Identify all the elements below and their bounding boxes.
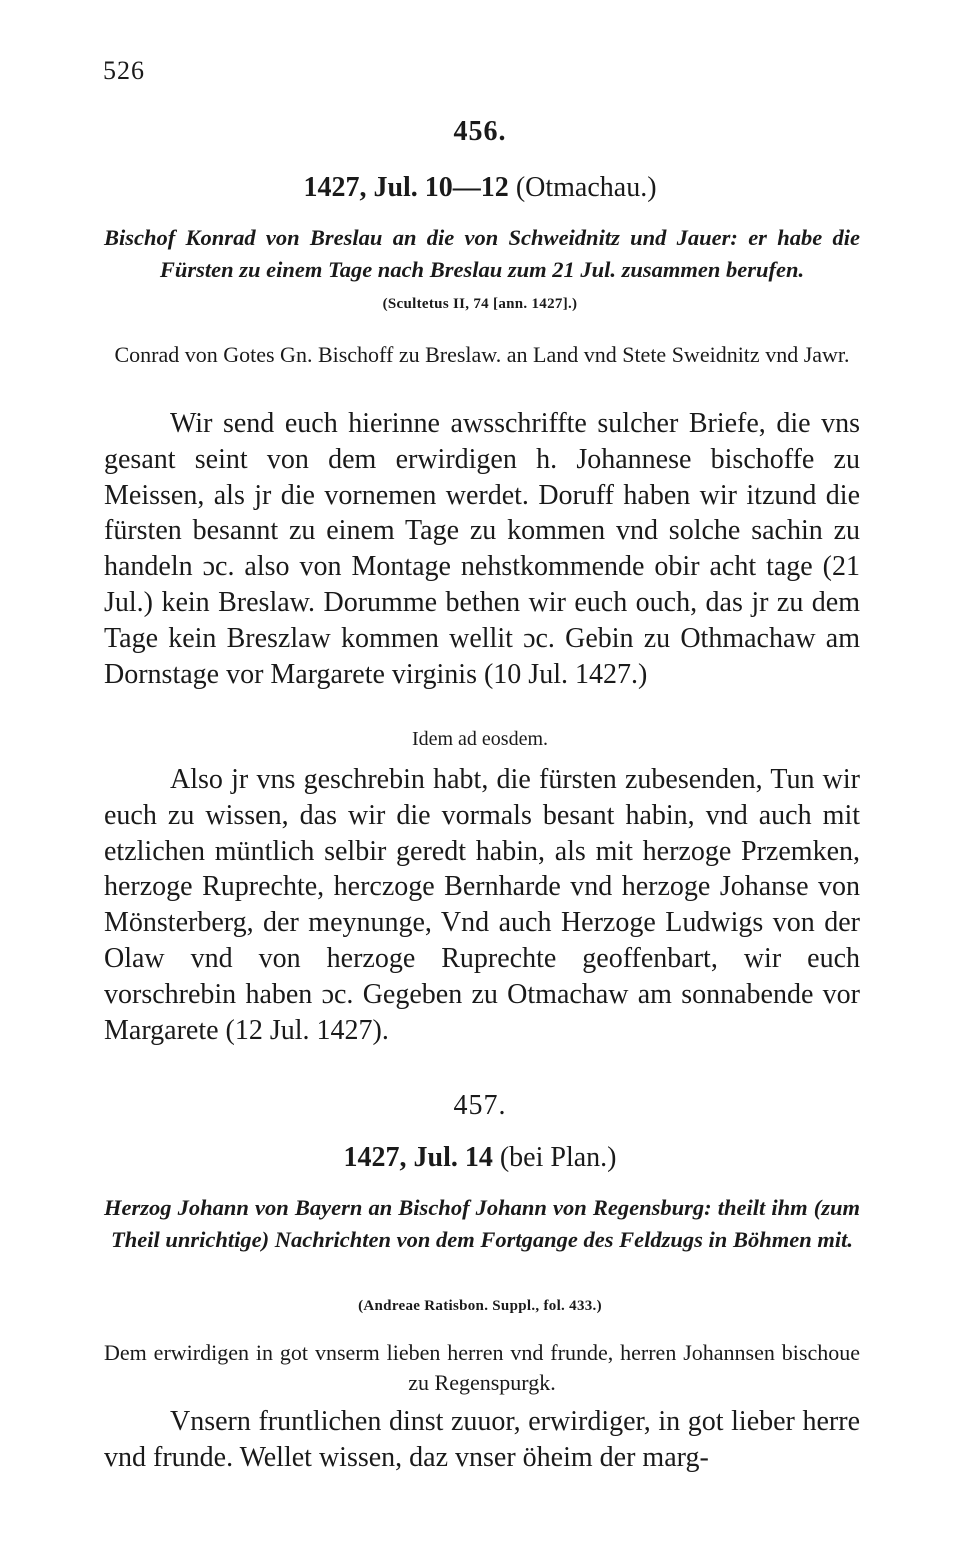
place-456: (Otmachau.) bbox=[515, 172, 657, 203]
place-457: (bei Plan.) bbox=[499, 1142, 617, 1173]
document-number-457: 457. bbox=[453, 1090, 507, 1121]
address-456: Conrad von Gotes Gn. Bischoff zu Breslaw. an Land vnd Stete Sweidnitz vnd Jawr. bbox=[114, 342, 850, 367]
summary-457: Herzog Johann von Bayern an Bischof Johann von Regensburg: theilt ihm (zum Theil unrichtige) Nachrichten von dem Fortgange des Feldzugs in Böhmen mit. bbox=[104, 1195, 860, 1252]
date-line-457 bbox=[0, 1142, 960, 1174]
date-line-456 bbox=[0, 172, 960, 204]
letter-456-first: Wir send euch hierinne awsschriffte sulcher Briefe, die vns gesant seint von dem erwirdigen h. Johannese bischoffe zu Meissen, als jr die vornemen werdet. Doruff haben wir itzund die fürsten besannt zu einem Tage zu kommen vnd solche sachin zu handeln ɔc. also von Montage nehstkommende obir acht tage (21 Jul.) kein Breslaw. Dorumme bethen wir euch ouch, das jr zu dem Tage kein Breszlaw kommen wellit ɔc. Gebin zu Othmachaw am Dornstage vor Margarete virginis (10 Jul. 1427.) bbox=[104, 408, 860, 690]
letter-457: Vnsern fruntlichen dinst zuuor, erwirdiger, in got lieber herre vnd frunde. Wellet wissen, daz vnser öheim der marg- bbox=[104, 1406, 860, 1473]
address-457: Dem erwirdigen in got vnserm lieben herren vnd frunde, herren Johannsen bischoue zu Regenspurgk. bbox=[104, 1340, 860, 1395]
summary-456: Bischof Konrad von Breslau an die von Schweidnitz und Jauer: er habe die Fürsten zu einem Tage nach Breslau zum 21 Jul. zusammen berufen. bbox=[104, 225, 860, 282]
page-number: 526 bbox=[103, 56, 145, 85]
letter-456-second: Also jr vns geschrebin habt, die fürsten zubesenden, Tun wir euch zu wissen, das wir die vormals besant habin, vnd auch mit etzlichen müntlich selbir geredt habin, als mit herzoge Przemken, herzoge Ruprechte, herczoge Bernharde vnd herzoge Johanse von Mönsterberg, der meynunge, Vnd auch Herzoge Ludwigs von der Olaw vnd von herzoge Ruprechte geoffenbart, wir euch vorschrebin haben ɔc. Gegeben zu Otmachaw am sonnabende vor Margarete (12 Jul. 1427). bbox=[104, 764, 860, 1046]
source-456: (Scultetus II, 74 [ann. 1427].) bbox=[382, 296, 578, 312]
date-457: 1427, Jul. 14 bbox=[343, 1142, 493, 1173]
date-456: 1427, Jul. 10—12 bbox=[303, 172, 509, 203]
document-number-456: 456. bbox=[453, 116, 507, 147]
idem-ad-eosdem: Idem ad eosdem. bbox=[411, 728, 549, 750]
source-457: (Andreae Ratisbon. Suppl., fol. 433.) bbox=[358, 1298, 602, 1314]
